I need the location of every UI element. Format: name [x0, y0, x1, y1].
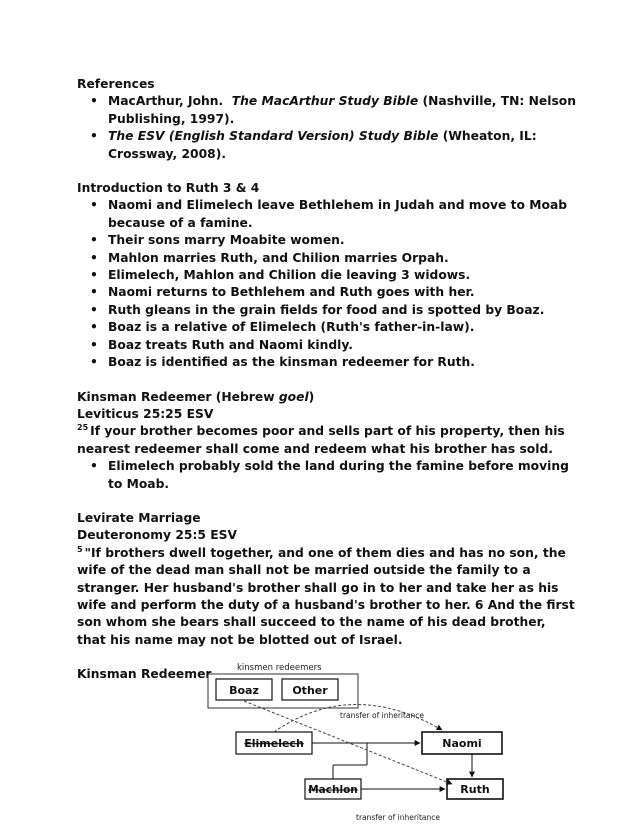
- group-label: kinsmen redeemers: [237, 663, 322, 674]
- intro-item: • Boaz is identified as the kinsman redeemer for Ruth.: [77, 354, 577, 371]
- intro-list: [77, 197, 577, 371]
- reference-item: [77, 128, 577, 163]
- kinsman-section: [77, 389, 577, 493]
- kinsman-verse: [77, 423, 577, 458]
- intro-heading: Introduction to Ruth 3 & 4: [77, 181, 260, 196]
- reference-publisher: (Wheaton, IL: Crossway, 2008).: [108, 129, 537, 161]
- other-label: Other: [292, 684, 328, 698]
- elimelech-label: Elimelech: [244, 737, 304, 751]
- kinsman-heading: [77, 389, 577, 406]
- diagram-label: Kinsman Redeemer: [77, 667, 212, 682]
- intro-item: • Naomi and Elimelech leave Bethlehem in Judah and move to Moab because of a famine.: [77, 197, 577, 232]
- reference-title: The MacArthur Study Bible: [231, 94, 419, 109]
- intro-section: [77, 180, 577, 371]
- levirate-reference: Deuteronomy 25:5 ESV: [77, 528, 237, 543]
- verse-text: If your brother becomes poor and sells part of his property, then his nearest redeemer shall come and redeem what his brother has sold.: [77, 424, 565, 456]
- transfer-label-bottom: transfer of inheritance: [356, 813, 441, 823]
- verse-number: 25: [77, 423, 89, 433]
- references-heading: References: [77, 77, 155, 91]
- references-section: [77, 76, 577, 163]
- intro-item: • Ruth gleans in the grain fields for food and is spotted by Boaz.: [77, 302, 577, 319]
- intro-item: • Their sons marry Moabite women.: [77, 232, 577, 249]
- kinsman-reference: Leviticus 25:25 ESV: [77, 406, 214, 421]
- levirate-verse: [77, 545, 577, 649]
- intro-item: • Boaz is a relative of Elimelech (Ruth's father-in-law).: [77, 319, 577, 336]
- verse-number: 5: [77, 544, 83, 554]
- kinsman-heading-term: goel: [278, 389, 309, 404]
- kinsman-list: [77, 458, 577, 493]
- reference-title: The ESV (English Standard Version) Study Bible: [108, 129, 439, 144]
- kinsman-heading-close: ): [308, 389, 315, 404]
- kinsman-item: • Elimelech probably sold the land during the famine before moving to Moab.: [77, 458, 577, 493]
- reference-item: [77, 93, 577, 128]
- levirate-heading: Levirate Marriage: [77, 510, 201, 525]
- transfer-label-top: transfer of inheritance: [340, 711, 425, 721]
- intro-item: • Mahlon marries Ruth, and Chilion marries Orpah.: [77, 250, 577, 267]
- intro-item: • Naomi returns to Bethlehem and Ruth goes with her.: [77, 284, 577, 301]
- references-list: [77, 93, 577, 163]
- ruth-label: Ruth: [460, 783, 490, 797]
- intro-item: • Elimelech, Mahlon and Chilion die leaving 3 widows.: [77, 267, 577, 284]
- levirate-section: [77, 510, 577, 649]
- intro-item: • Boaz treats Ruth and Naomi kindly.: [77, 337, 577, 354]
- reference-author: MacArthur, John.: [108, 94, 224, 109]
- naomi-label: Naomi: [442, 737, 482, 751]
- machlon-label: Machlon: [308, 784, 358, 797]
- kinsman-diagram: [202, 660, 532, 830]
- reference-publisher: (Nashville, TN: Nelson Publishing, 1997).: [108, 94, 576, 126]
- kinsman-heading-text: Kinsman Redeemer (Hebrew: [77, 389, 279, 404]
- document-page: [77, 76, 577, 836]
- boaz-label: Boaz: [229, 684, 259, 698]
- kinsman-diagram-section: [77, 663, 577, 836]
- verse-text: "If brothers dwell together, and one of them dies and has no son, the wife of the dead man shall not be married outside the family to a stranger. Her husband's brother shall go in to her and take her as his wife and perform the duty of a husband's brother to her. 6 And the first son whom she bears shall succeed to the name of his dead brother, that his name may not be blotted out of Israel.: [77, 545, 575, 647]
